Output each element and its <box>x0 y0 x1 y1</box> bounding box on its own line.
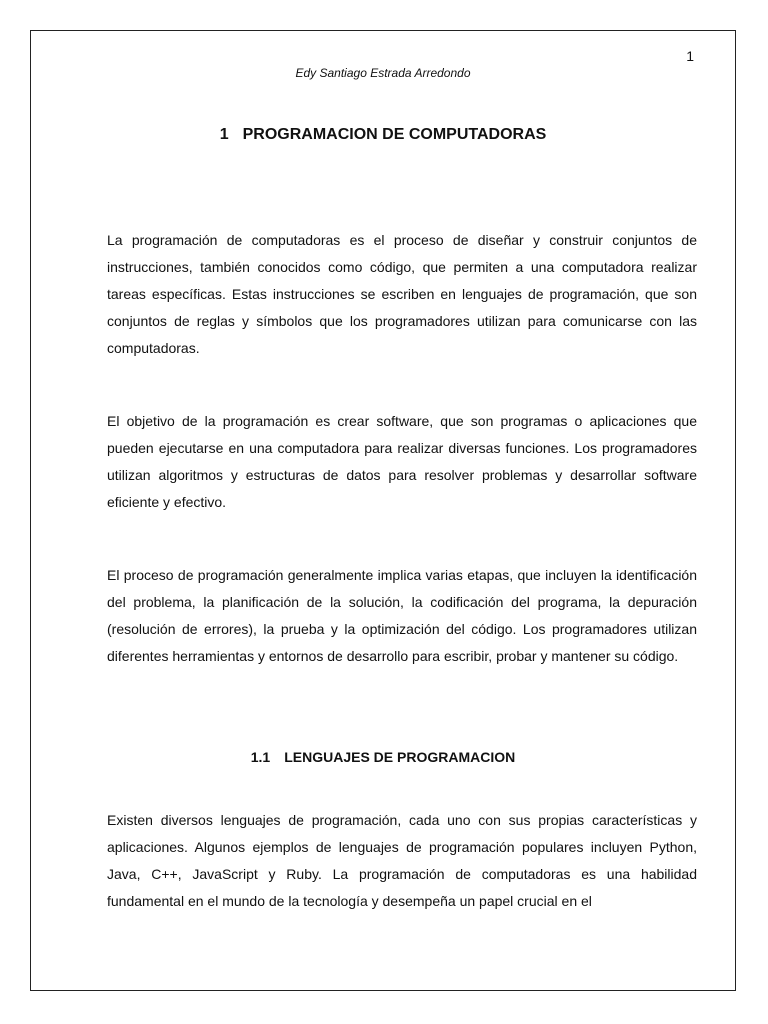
chapter-title: PROGRAMACION DE COMPUTADORAS <box>242 126 547 143</box>
paragraph-3: El proceso de programación generalmente implica varias etapas, que incluyen la identificación del problema, la planificación de la solución, la codificación del programa, la depuración (resolución de errores), la prueba y la optimización del código. Los programadores utilizan diferentes herramientas y entornos de desarrollo para escribir, probar y mantener su código. <box>107 567 697 664</box>
section-title: LENGUAJES DE PROGRAMACION <box>284 749 516 765</box>
author-header: Edy Santiago Estrada Arredondo <box>295 66 471 80</box>
document-page <box>30 30 736 991</box>
paragraph-1: La programación de computadoras es el proceso de diseñar y construir conjuntos de instrucciones, también conocidos como código, que permiten a una computadora realizar tareas específicas. Estas instrucciones se escriben en lenguajes de programación, que son conjuntos de reglas y símbolos que los programadores utilizan para comunicarse con las computadoras. <box>107 232 697 356</box>
section-number: 1.1 <box>250 749 271 765</box>
paragraph-2: El objetivo de la programación es crear software, que son programas o aplicaciones que pueden ejecutarse en una computadora para realizar diversas funciones. Los programadores utilizan algoritmos y estructuras de datos para resolver problemas y desarrollar software eficiente y efectivo. <box>107 413 697 510</box>
page-number: 1 <box>686 48 694 64</box>
paragraph-4: Existen diversos lenguajes de programación, cada uno con sus propias características y aplicaciones. Algunos ejemplos de lenguajes de programación populares incluyen Python, Java, C++, JavaScript y Ruby. La programación de computadoras es una habilidad fundamental en el mundo de la tecnología y desempeña un papel crucial en el <box>107 812 697 909</box>
chapter-number: 1 <box>219 126 229 143</box>
section-heading <box>31 749 735 765</box>
chapter-heading <box>31 126 735 144</box>
